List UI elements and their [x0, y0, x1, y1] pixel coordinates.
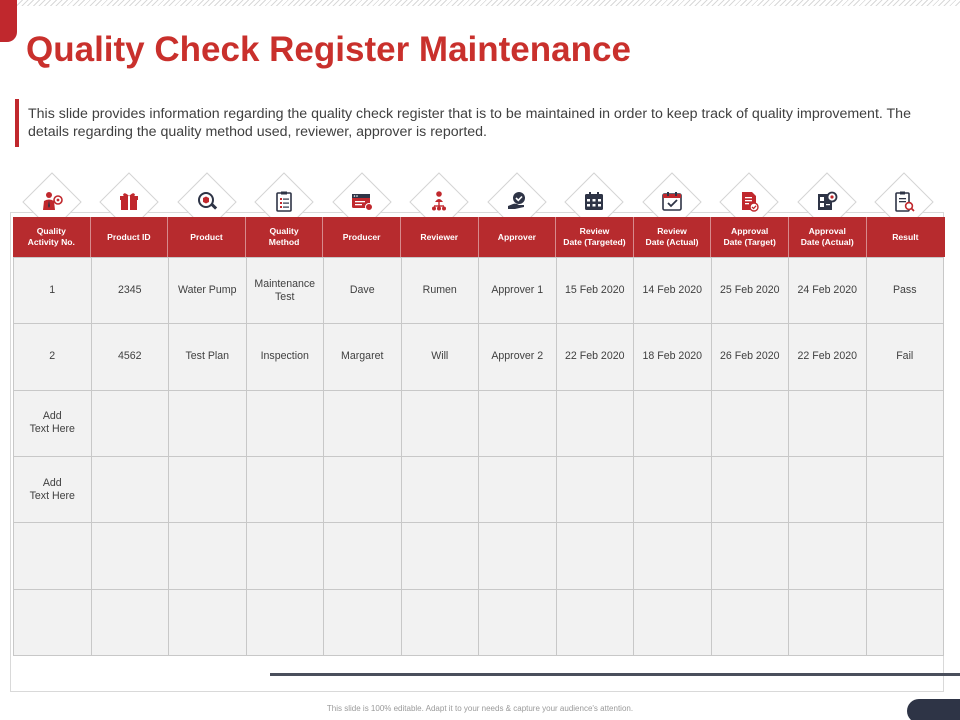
table-cell	[634, 457, 712, 523]
table-header	[13, 217, 945, 257]
table-cell: 25 Feb 2020	[712, 258, 790, 324]
browser-window-icon	[351, 190, 373, 212]
description-accent-bar	[15, 99, 19, 147]
table-cell: 24 Feb 2020	[789, 258, 867, 324]
table-cell	[557, 523, 635, 589]
report-magnifier-icon	[816, 190, 838, 212]
table-cell	[169, 523, 247, 589]
table-cell	[712, 457, 790, 523]
table-cell	[402, 391, 480, 457]
column-header: Product	[168, 217, 246, 257]
clipboard-search-icon	[893, 190, 915, 212]
table-cell: Test Plan	[169, 324, 247, 390]
corner-decoration	[907, 699, 960, 720]
table-cell	[247, 391, 325, 457]
column-header: Review Date (Actual)	[634, 217, 712, 257]
calendar-icon	[583, 190, 605, 212]
table-cell: 14 Feb 2020	[634, 258, 712, 324]
table-cell: Inspection	[247, 324, 325, 390]
person-network-icon	[428, 190, 450, 212]
table-cell	[92, 590, 170, 656]
gift-box-icon	[118, 190, 140, 212]
table-cell	[402, 590, 480, 656]
column-header: Reviewer	[401, 217, 479, 257]
table-cell: 22 Feb 2020	[557, 324, 635, 390]
table-cell: Approver 1	[479, 258, 557, 324]
table-cell: Fail	[867, 324, 945, 390]
table-cell: 15 Feb 2020	[557, 258, 635, 324]
table-cell	[867, 457, 945, 523]
table-cell	[712, 391, 790, 457]
table-cell	[324, 590, 402, 656]
table-cell	[324, 391, 402, 457]
table-cell	[402, 523, 480, 589]
table-cell: 22 Feb 2020	[789, 324, 867, 390]
table-cell: 2	[14, 324, 92, 390]
page-title: Quality Check Register Maintenance	[26, 30, 631, 69]
table-cell: Water Pump	[169, 258, 247, 324]
column-header: Result	[892, 231, 919, 242]
top-accent-tab	[0, 0, 17, 42]
magnifier-box-icon	[196, 190, 218, 212]
table-cell	[789, 523, 867, 589]
table-cell	[867, 391, 945, 457]
table-cell	[402, 457, 480, 523]
hand-check-icon	[506, 190, 528, 212]
table-cell	[169, 590, 247, 656]
column-header: Approval Date (Target)	[711, 217, 789, 257]
table-cell	[479, 590, 557, 656]
column-header: Review Date (Targeted)	[556, 217, 634, 257]
table-cell	[789, 590, 867, 656]
column-header: Approver	[479, 217, 557, 257]
table-cell	[14, 523, 92, 589]
table-cell	[247, 457, 325, 523]
top-hatch-decoration	[16, 0, 960, 6]
table-cell: Add Text Here	[14, 391, 92, 457]
table-cell: 1	[14, 258, 92, 324]
footer-note: This slide is 100% editable. Adapt it to your needs & capture your audience's attention.	[326, 704, 634, 713]
column-header: Approval Date (Actual)	[789, 217, 867, 257]
register-table	[13, 257, 944, 656]
column-header: Producer	[323, 217, 401, 257]
table-cell	[479, 523, 557, 589]
table-cell: Add Text Here	[14, 457, 92, 523]
table-cell	[557, 391, 635, 457]
table-cell	[789, 457, 867, 523]
table-cell: 18 Feb 2020	[634, 324, 712, 390]
person-target-icon	[41, 190, 63, 212]
table-cell	[479, 457, 557, 523]
table-cell	[867, 523, 945, 589]
table-cell	[712, 590, 790, 656]
table-cell	[557, 590, 635, 656]
table-cell	[169, 391, 247, 457]
table-cell	[92, 391, 170, 457]
table-cell	[92, 523, 170, 589]
table-cell: Will	[402, 324, 480, 390]
table-cell	[324, 457, 402, 523]
table-cell	[247, 590, 325, 656]
table-cell: 2345	[92, 258, 170, 324]
table-cell	[247, 523, 325, 589]
table-cell	[92, 457, 170, 523]
table-cell: Rumen	[402, 258, 480, 324]
table-cell: Margaret	[324, 324, 402, 390]
column-header: Quality Method	[246, 217, 324, 257]
document-check-icon	[738, 190, 760, 212]
table-cell: 26 Feb 2020	[712, 324, 790, 390]
table-cell: Pass	[867, 258, 945, 324]
table-cell	[479, 391, 557, 457]
table-cell	[557, 457, 635, 523]
bottom-divider	[270, 673, 960, 676]
calendar-check-icon	[661, 190, 683, 212]
table-cell	[789, 391, 867, 457]
table-cell	[867, 590, 945, 656]
table-cell	[14, 590, 92, 656]
table-cell: Maintenance Test	[247, 258, 325, 324]
table-cell	[169, 457, 247, 523]
table-cell: 4562	[92, 324, 170, 390]
table-cell: Dave	[324, 258, 402, 324]
table-cell	[634, 391, 712, 457]
description-text: This slide provides information regarding the quality check register that is to be maintained in order to keep track of quality improvement. The details regarding the quality method used, reviewer, approver is reported.	[28, 106, 911, 140]
table-cell	[712, 523, 790, 589]
table-cell: Approver 2	[479, 324, 557, 390]
column-header: Product ID	[91, 217, 169, 257]
clipboard-list-icon	[273, 190, 295, 212]
column-header: Quality Activity No.	[13, 217, 91, 257]
table-cell	[634, 523, 712, 589]
table-cell	[324, 523, 402, 589]
table-cell	[634, 590, 712, 656]
